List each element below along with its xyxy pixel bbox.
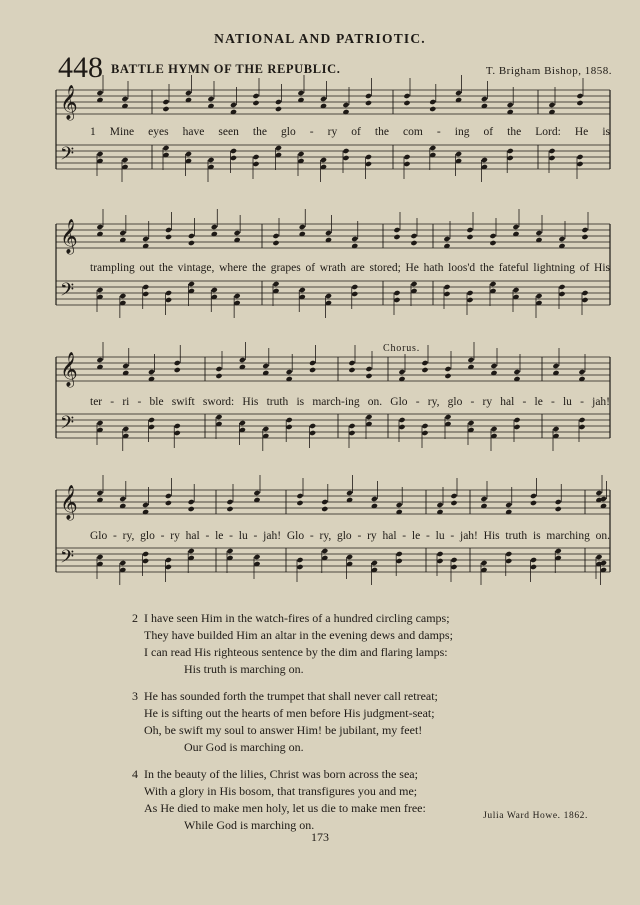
note-head [467, 420, 474, 426]
note-head [490, 426, 497, 432]
note-head [467, 357, 474, 363]
verse-number: 2 [132, 611, 138, 625]
note-head [581, 227, 588, 233]
note-head [342, 102, 349, 108]
page-number: 173 [311, 830, 329, 844]
note-head [234, 230, 241, 236]
note-head [142, 291, 149, 297]
note-head [429, 106, 436, 112]
note-head [96, 490, 103, 496]
note-head [365, 373, 372, 379]
note-head [96, 554, 103, 560]
note-head [148, 424, 155, 430]
note-head [403, 154, 410, 160]
section-title: NATIONAL AND PATRIOTIC. [214, 31, 426, 46]
note-head [505, 551, 512, 557]
note-head [309, 360, 316, 366]
lyric-line-1: 1 Mine eyes have seen the glo - ry of the com - ing of the Lord: He is [90, 126, 610, 138]
note-head [296, 557, 303, 563]
note-head [346, 490, 353, 496]
note-head [119, 230, 126, 236]
note-head [286, 417, 293, 423]
note-head [188, 548, 195, 554]
note-head [252, 100, 259, 106]
note-head [371, 496, 378, 502]
note-head [119, 293, 126, 299]
note-head [398, 417, 405, 423]
note-head [272, 240, 279, 246]
note-head [342, 148, 349, 154]
note-head [512, 287, 519, 293]
note-head [185, 151, 192, 157]
note-head [275, 145, 282, 151]
note-head [429, 99, 436, 105]
note-head [535, 293, 542, 299]
note-head [96, 357, 103, 363]
note-head [299, 224, 306, 230]
note-head [450, 493, 457, 499]
note-head [296, 564, 303, 570]
note-head [576, 154, 583, 160]
note-head [230, 155, 237, 161]
note-head [188, 499, 195, 505]
note-head [576, 161, 583, 167]
note-head [403, 161, 410, 167]
note-head [558, 236, 565, 242]
note-head [480, 496, 487, 502]
note-head [530, 557, 537, 563]
note-head [365, 414, 372, 420]
note-head [119, 496, 126, 502]
note-head [239, 420, 246, 426]
note-head [174, 430, 181, 436]
note-head [297, 151, 304, 157]
note-head [286, 369, 293, 375]
note-head [188, 281, 195, 287]
note-head [489, 233, 496, 239]
note-head [578, 424, 585, 430]
note-head [239, 357, 246, 363]
note-head [365, 366, 372, 372]
verse-number: 3 [132, 689, 138, 703]
note-head [262, 363, 269, 369]
note-head [548, 155, 555, 161]
note-head [450, 557, 457, 563]
note-head [489, 281, 496, 287]
note-head [309, 367, 316, 373]
note-head [309, 423, 316, 429]
note-head [371, 560, 378, 566]
note-head [581, 290, 588, 296]
note-head [507, 155, 514, 161]
note-head [578, 417, 585, 423]
note-head [320, 96, 327, 102]
note-head [299, 287, 306, 293]
lyricist-credit: Julia Ward Howe. 1862. [483, 811, 588, 821]
note-head [207, 96, 214, 102]
note-head [513, 424, 520, 430]
note-head [436, 551, 443, 557]
note-head [548, 148, 555, 154]
note-head [348, 360, 355, 366]
note-head [185, 90, 192, 96]
note-head [393, 227, 400, 233]
note-head [558, 284, 565, 290]
note-head [321, 506, 328, 512]
note-head [230, 148, 237, 154]
note-head [230, 102, 237, 108]
note-head [444, 366, 451, 372]
note-head [410, 240, 417, 246]
note-head [507, 148, 514, 154]
composer-credit: T. Brigham Bishop, 1858. [485, 65, 612, 77]
treble-clef: 𝄞 [60, 85, 78, 120]
note-head [142, 502, 149, 508]
note-head [211, 224, 218, 230]
note-head [165, 493, 172, 499]
note-head [578, 369, 585, 375]
note-head [188, 506, 195, 512]
note-head [234, 293, 241, 299]
note-head [480, 560, 487, 566]
note-head [489, 240, 496, 246]
note-head [398, 424, 405, 430]
note-head [162, 145, 169, 151]
note-head [581, 297, 588, 303]
note-head [396, 502, 403, 508]
bass-clef: 𝄢 [60, 547, 75, 572]
note-head [393, 290, 400, 296]
note-head [286, 424, 293, 430]
note-head [421, 430, 428, 436]
note-head [410, 281, 417, 287]
note-head [165, 297, 172, 303]
note-head [275, 106, 282, 112]
note-head [226, 506, 233, 512]
note-head [320, 157, 327, 163]
note-head [174, 367, 181, 373]
note-head [162, 106, 169, 112]
note-head [513, 369, 520, 375]
note-head [581, 234, 588, 240]
note-head [96, 90, 103, 96]
note-head [296, 493, 303, 499]
note-head [252, 154, 259, 160]
note-head [490, 363, 497, 369]
note-head [403, 100, 410, 106]
note-head [122, 426, 129, 432]
note-head [165, 227, 172, 233]
note-head [321, 548, 328, 554]
note-head [530, 493, 537, 499]
note-head [215, 414, 222, 420]
note-head [174, 423, 181, 429]
note-head [325, 293, 332, 299]
note-head [513, 417, 520, 423]
note-head [455, 90, 462, 96]
note-head [365, 100, 372, 106]
hymn-number: 448 [58, 51, 103, 84]
note-head [403, 93, 410, 99]
lyric-line-4: Glo - ry, glo - ry hal - le - lu - jah! Glo - ry, glo - ry hal - le - lu - jah! His truth is marching on. [90, 530, 610, 542]
note-head [351, 284, 358, 290]
note-head [421, 367, 428, 373]
note-head [346, 554, 353, 560]
note-head [595, 490, 602, 496]
note-head [351, 236, 358, 242]
note-head [207, 157, 214, 163]
note-head [396, 558, 403, 564]
verse-4: 4 In the beauty of the lilies, Christ was born across the sea; With a glory in His bosom, that transfigures you and me; As He died to make men holy, let us die to make men free: While God is marching on. [132, 767, 426, 832]
hymn-title: BATTLE HYMN OF THE REPUBLIC. [111, 62, 341, 76]
note-head [226, 548, 233, 554]
note-head [165, 557, 172, 563]
note-head [421, 360, 428, 366]
note-head [466, 297, 473, 303]
note-head [351, 291, 358, 297]
note-head [365, 154, 372, 160]
note-head [481, 96, 488, 102]
lyric-line-3: ter - ri - ble swift sword: His truth is march-ing on. Glo - ry, glo - ry hal - le - lu - jah! [90, 396, 610, 408]
bass-clef: 𝄢 [60, 280, 75, 305]
note-head [393, 297, 400, 303]
note-head [188, 240, 195, 246]
note-head [466, 290, 473, 296]
note-head [174, 360, 181, 366]
note-head [505, 558, 512, 564]
note-head [530, 564, 537, 570]
note-head [466, 234, 473, 240]
note-head [262, 426, 269, 432]
note-head [595, 554, 602, 560]
note-head [348, 430, 355, 436]
treble-clef: 𝄞 [60, 219, 78, 254]
note-head [443, 291, 450, 297]
bass-clef: 𝄢 [60, 144, 75, 169]
note-head [450, 500, 457, 506]
note-head [252, 161, 259, 167]
note-head [576, 100, 583, 106]
note-head [348, 367, 355, 373]
note-head [342, 155, 349, 161]
note-head [548, 102, 555, 108]
treble-clef: 𝄞 [60, 352, 78, 387]
note-head [309, 430, 316, 436]
note-head [148, 417, 155, 423]
note-head [122, 363, 129, 369]
note-head [148, 369, 155, 375]
note-head [512, 224, 519, 230]
note-head [444, 373, 451, 379]
note-head [455, 151, 462, 157]
note-head [410, 233, 417, 239]
note-head [272, 233, 279, 239]
note-head [558, 291, 565, 297]
note-head [348, 423, 355, 429]
note-head [555, 548, 562, 554]
note-head [535, 230, 542, 236]
verse-3: 3 He has sounded forth the trumpet that shall never call retreat; He is sifting out the hearts of men before His judgment-seat; Oh, be swift my soul to answer Him! be jubilant, my feet! Our God is marching on. [132, 689, 438, 754]
note-head [505, 502, 512, 508]
note-head [481, 157, 488, 163]
note-head [211, 287, 218, 293]
note-head [436, 558, 443, 564]
note-head [96, 151, 103, 157]
note-head [142, 558, 149, 564]
note-head [272, 281, 279, 287]
note-head [436, 502, 443, 508]
additional-verses [132, 610, 453, 844]
note-head [165, 290, 172, 296]
note-head [396, 551, 403, 557]
note-head [165, 564, 172, 570]
chorus-label: Chorus. [383, 343, 420, 354]
note-head [398, 369, 405, 375]
note-head [321, 499, 328, 505]
note-head [530, 500, 537, 506]
note-head [555, 506, 562, 512]
note-head [576, 93, 583, 99]
treble-clef: 𝄞 [60, 485, 78, 520]
note-head [215, 366, 222, 372]
note-head [162, 99, 169, 105]
note-head [443, 284, 450, 290]
note-head [253, 554, 260, 560]
note-head [421, 423, 428, 429]
note-head [121, 96, 128, 102]
note-head [552, 426, 559, 432]
note-head [253, 490, 260, 496]
note-head [555, 499, 562, 505]
note-head [297, 90, 304, 96]
note-head [142, 284, 149, 290]
note-head [119, 560, 126, 566]
note-head [275, 99, 282, 105]
note-head [325, 230, 332, 236]
note-head [96, 224, 103, 230]
bass-clef: 𝄢 [60, 413, 75, 438]
verse-2: 2 I have seen Him in the watch-fires of a hundred circling camps; They have builded Him an altar in the evening dews and damps; I can read His righteous sentence by the dim and flaring lamps: His truth is marching on. [132, 611, 453, 676]
note-head [393, 234, 400, 240]
note-head [443, 236, 450, 242]
verse-number: 4 [132, 767, 138, 781]
note-head [429, 145, 436, 151]
note-head [365, 93, 372, 99]
note-head [444, 414, 451, 420]
note-head [365, 161, 372, 167]
note-head [121, 157, 128, 163]
note-head [142, 551, 149, 557]
note-head [450, 564, 457, 570]
note-head [188, 233, 195, 239]
note-head [165, 500, 172, 506]
note-head [296, 500, 303, 506]
note-head [96, 420, 103, 426]
note-head [165, 234, 172, 240]
note-head [96, 287, 103, 293]
note-head [507, 102, 514, 108]
lyric-line-2: trampling out the vintage, where the grapes of wrath are stored; He hath loos'd the fateful lightning of His [90, 262, 610, 274]
note-head [142, 236, 149, 242]
note-head [552, 363, 559, 369]
note-head [215, 373, 222, 379]
note-head [226, 499, 233, 505]
note-head [252, 93, 259, 99]
note-head [466, 227, 473, 233]
